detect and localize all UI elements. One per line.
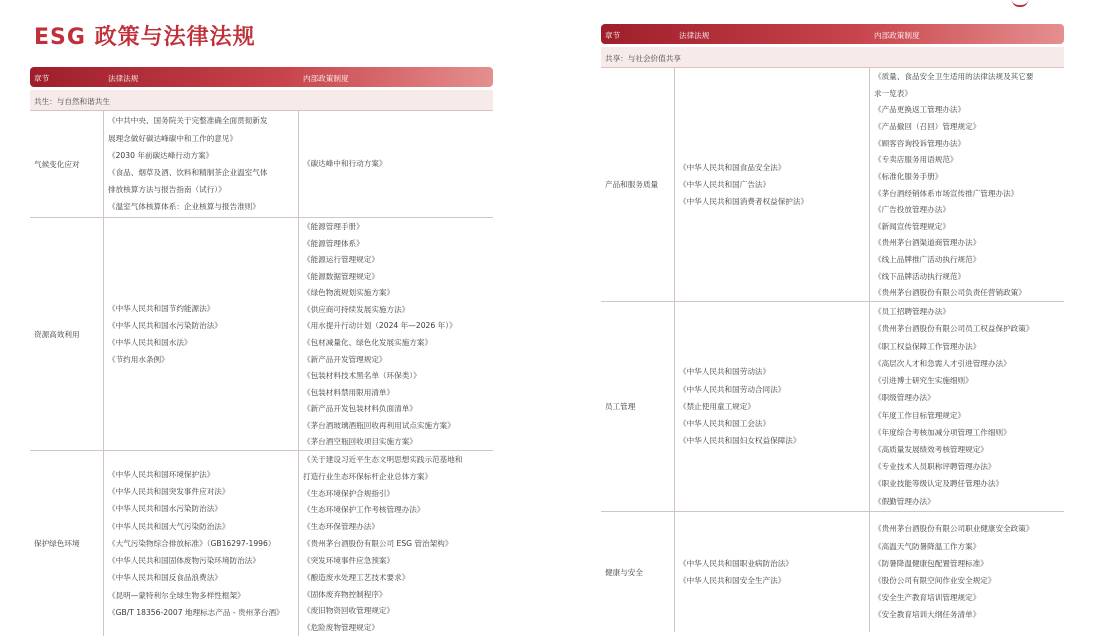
policy-item: 《高层次人才和急需人才引进管理办法》 [874,358,1011,368]
header-chapter: 章节 [34,74,50,83]
laws-cell [104,218,299,450]
policy-item: 《职级管理办法》 [874,393,935,403]
section-label: 共享：与社会价值共享 [605,54,681,63]
law-item: 展理念做好碳达峰碳中和工作的意见》 [108,133,238,143]
policy-item: 《线上品牌推广活动执行规范》 [874,255,981,265]
policy-item: 《供应商可持续发展实施方法》 [303,304,410,314]
law-item: 《中华人民共和国环境保护法》 [108,470,215,480]
policy-item: 打造行业生态环保标杆企业总体方案》 [303,471,433,481]
header-laws: 法律法规 [679,31,710,40]
policy-item: 《引进博士研究生实施细则》 [874,376,973,386]
law-item: 《GB/T 18356-2007 地理标志产品 - 贵州茅台酒》 [108,607,284,617]
policy-item: 《能源数据管理规定》 [303,271,379,281]
policy-item: 《茅台酒空瓶回收项目实施方案》 [303,437,417,447]
law-item: 《温室气体核算体系：企业核算与报告准则》 [108,202,260,212]
policy-item: 《线下品牌活动执行规范》 [874,271,966,281]
policy-item: 《固体废弃物控制程序》 [303,589,387,599]
policy-item: 《顾客咨询投诉管理办法》 [874,138,966,148]
law-item: 《中华人民共和国劳动法》 [679,367,771,377]
table-row [601,68,1064,302]
law-item: 《中华人民共和国工会法》 [679,419,771,429]
policy-item: 《贵州茅台酒股份有限公司员工权益保护政策》 [874,324,1034,334]
policy-item: 《年度综合考核加减分项管理工作细则》 [874,427,1011,437]
policy-item: 《能源运行管理规定》 [303,255,379,265]
policies-cell [299,111,493,217]
policies-cell [870,302,1064,511]
law-item: 《中共中央、国务院关于完整准确全面贯彻新发 [108,116,268,126]
policy-item: 《碳达峰中和行动方案》 [303,159,387,169]
policy-item: 《专业技术人员职称评聘管理办法》 [874,462,996,472]
law-item: 《中华人民共和国固体废物污染环境防治法》 [108,556,260,566]
policy-item: 《广告投放管理办法》 [874,205,950,215]
law-item: 《中华人民共和国反食品浪费法》 [108,573,222,583]
policy-item: 《股份公司有限空间作业安全规定》 [874,576,996,585]
laws-cell [675,302,870,511]
policy-item: 《生态环境保护合规指引》 [303,488,395,498]
policy-item: 《包材减量化、绿色化发展实施方案》 [303,338,433,347]
policy-item: 《假勤管理办法》 [874,496,935,506]
laws-cell [675,512,870,632]
policy-item: 《关于建设习近平生态文明思想实践示范基地和 [303,455,463,465]
policies-cell [299,451,493,636]
law-item: 《中华人民共和国水污染防治法》 [108,320,222,330]
policy-item: 《绿色物流规划实施方案》 [303,288,395,298]
policy-item: 《茅台酒玻璃酒瓶回收再利用试点实施方案》 [303,420,455,430]
chapter-cell: 员工管理 [601,302,675,511]
section-row [601,47,1064,68]
chapter-cell: 资源高效利用 [30,218,104,450]
law-item: 《中华人民共和国职业病防治法》 [679,558,793,568]
law-item: 《大气污染物综合排放标准》（GB16297-1996） [108,538,276,548]
policy-item: 《能源管理手册》 [303,221,364,231]
law-item: 排放核算方法与报告指南（试行）》 [108,185,226,195]
policy-item: 《防暑降温健康包配置管理标准》 [874,558,988,568]
section-row [30,90,493,111]
policy-item: 《职工权益保障工作管理办法》 [874,341,981,351]
policies-cell [299,218,493,450]
left-rows [30,111,493,636]
law-item: 《昆明—蒙特利尔全球生物多样性框架》 [108,590,245,600]
header-policies: 内部政策制度 [303,74,349,83]
law-item: 《中华人民共和国食品安全法》 [679,162,786,172]
table-row [601,302,1064,512]
policy-item: 《生态环保管理办法》 [303,522,379,532]
laws-cell [104,451,299,636]
corner-decoration [1012,0,1028,7]
law-item: 《中华人民共和国劳动合同法》 [679,384,786,394]
law-item: 《中华人民共和国节约能源法》 [108,303,215,313]
policy-item: 《突发环境事件应急预案》 [303,555,395,565]
law-item: 《中华人民共和国大气污染防治法》 [108,521,230,531]
policy-item: 《标准化服务手册》 [874,171,943,181]
policy-item: 《专卖店服务用语规范》 [874,155,958,165]
policy-item: 求一览表》 [874,88,912,98]
policy-item: 《废旧物资回收管理规定》 [303,606,395,616]
chapter-cell: 保护绿色环境 [30,451,104,636]
policy-item: 《新产品开发管理规定》 [303,354,387,364]
chapter-cell: 气候变化应对 [30,111,104,217]
policy-item: 《职业技能等级认定及聘任管理办法》 [874,479,1004,489]
table-header [601,24,1064,44]
policy-item: 《酿造废水处理工艺技术要求》 [303,572,410,582]
policy-item: 《安全生产教育培训管理规定》 [874,593,981,603]
policy-item: 《高质量发展绩效考核管理规定》 [874,444,988,454]
laws-cell [675,68,870,301]
law-item: 《中华人民共和国突发事件应对法》 [108,487,230,497]
table-row [30,451,493,636]
policy-item: 《年度工作目标管理规定》 [874,410,966,420]
section-label: 共生：与自然和谐共生 [34,97,110,106]
policy-item: 《高温天气防暑降温工作方案》 [874,541,981,551]
table-row [30,111,493,218]
policy-item: 《用水提升行动计划（2024 年—2026 年）》 [303,321,457,331]
right-rows [601,68,1064,632]
policies-cell [870,68,1064,301]
laws-cell [104,111,299,217]
policy-item: 《新产品开发包装材料负面清单》 [303,404,417,414]
law-item: 《节约用水条例》 [108,355,169,365]
policy-item: 《能源管理体系》 [303,238,364,248]
policy-item: 《质量、食品安全卫生适用的法律法规及其它要 [874,72,1034,82]
policy-item: 《茅台酒经销体系市场宣传推广管理办法》 [874,188,1019,198]
policies-cell [870,512,1064,632]
law-item: 《中华人民共和国妇女权益保障法》 [679,436,801,446]
law-item: 《食品、烟草及酒、饮料和精制茶企业温室气体 [108,168,268,177]
policy-item: 《包装材料技术黑名单（环保类）》 [303,371,421,381]
policy-item: 《产品更换返工管理办法》 [874,105,966,115]
table-header [30,67,493,87]
right-table [601,24,1064,632]
left-table [30,67,493,636]
policy-item: 《安全教育培训大纲任务清单》 [874,610,981,620]
chapter-cell: 产品和服务质量 [601,68,675,301]
policy-item: 《生态环境保护工作考核管理办法》 [303,505,425,515]
law-item: 《中华人民共和国安全生产法》 [679,576,786,585]
policy-item: 《新闻宣传管理规定》 [874,221,950,231]
chapter-cell: 健康与安全 [601,512,675,632]
policy-item: 《贵州茅台酒股份有限公司 ESG 管治架构》 [303,539,453,549]
law-item: 《禁止使用童工规定》 [679,401,755,411]
policy-item: 《员工招聘管理办法》 [874,307,950,317]
page-title: ESG 政策与法律法规 [34,25,256,50]
policy-item: 《贵州茅台酒股份有限公司负责任营销政策》 [874,288,1026,298]
header-chapter: 章节 [605,31,621,40]
law-item: 《中华人民共和国广告法》 [679,179,771,189]
law-item: 《中华人民共和国水法》 [108,338,192,347]
header-laws: 法律法规 [108,74,139,83]
law-item: 《中华人民共和国消费者权益保护法》 [679,197,809,207]
law-item: 《中华人民共和国水污染防治法》 [108,504,222,514]
table-row [601,512,1064,632]
policy-item: 《贵州茅台酒股份有限公司职业健康安全政策》 [874,524,1034,534]
table-row [30,218,493,451]
policy-item: 《产品撤回（召回）管理规定》 [874,121,981,131]
policy-item: 《贵州茅台酒渠道商管理办法》 [874,238,981,248]
header-policies: 内部政策制度 [874,31,920,40]
law-item: 《2030 年前碳达峰行动方案》 [108,150,214,160]
policy-item: 《包装材料禁用限用清单》 [303,387,395,397]
policy-item: 《危险废物管理规定》 [303,623,379,633]
